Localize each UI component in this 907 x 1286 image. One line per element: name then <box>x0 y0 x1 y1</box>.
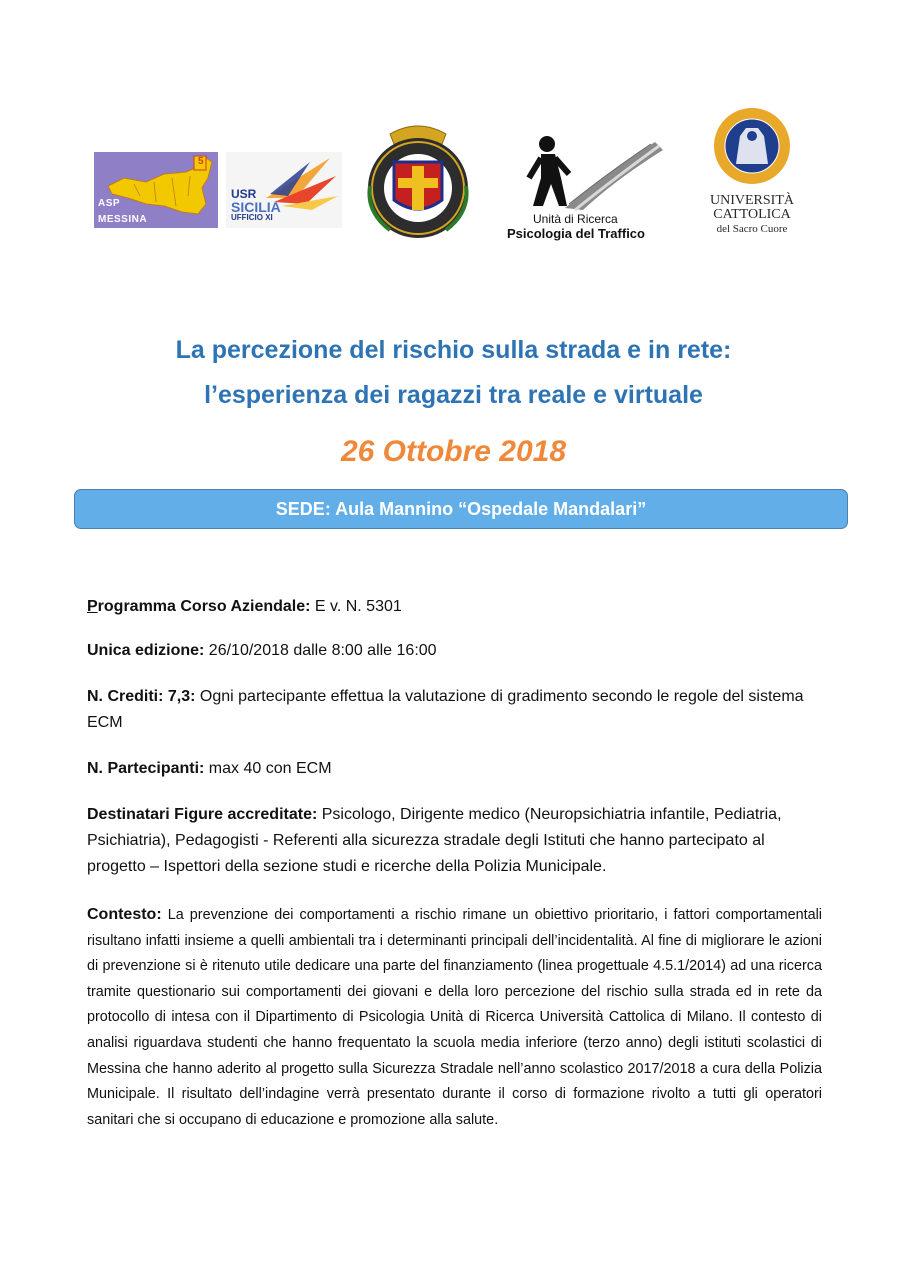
edizione-label: Unica edizione: <box>87 642 205 659</box>
cattolica-label-line3: del Sacro Cuore <box>716 223 788 235</box>
traffic-label-line2: Psicologia del Traffico <box>507 226 645 241</box>
crediti-row <box>87 684 827 736</box>
event-date: 26 Ottobre 2018 <box>340 435 567 468</box>
cattolica-logo <box>702 106 802 236</box>
usr-sicilia-logo <box>226 152 342 228</box>
programma-label-initial: P <box>87 598 98 615</box>
cattolica-label-line2: CATTOLICA <box>713 207 791 222</box>
destinatari-row <box>87 802 827 880</box>
partecipanti-label: N. Partecipanti: <box>87 760 205 777</box>
crediti-label: N. Crediti: 7,3: <box>87 688 196 705</box>
destinatari-value: Psicologo, Dirigente medico (Neuropsichiatria infantile, Pediatria, Psichiatria), Pedagogisti - Referenti alla sicurezza stradale degli Istituti che hanno partecipato al progetto – Ispettori della sezione studi e ricerche della Polizia Municipale. <box>87 806 782 875</box>
crediti-value: Ogni partecipante effettua la valutazione di gradimento secondo le regole del sistema ECM <box>87 688 804 731</box>
sede-banner: SEDE: Aula Mannino “Ospedale Mandalari” <box>74 489 848 529</box>
partecipanti-row <box>87 756 827 782</box>
contesto-label: Contesto: <box>87 906 162 923</box>
usr-label-line2: SICILIA <box>231 199 281 215</box>
edizione-value: 26/10/2018 dalle 8:00 alle 16:00 <box>204 642 437 659</box>
title-line1: La percezione del rischio sulla strada e in rete: <box>175 336 732 364</box>
partecipanti-value: max 40 con ECM <box>204 760 332 777</box>
pedestrian-road-icon <box>505 134 665 212</box>
asp-messina-logo <box>94 152 218 228</box>
usr-label-line1: USR <box>231 187 257 201</box>
traffic-label-line1: Unità di Ricerca <box>533 212 618 226</box>
programma-row <box>87 594 827 620</box>
contesto-paragraph <box>87 902 822 1133</box>
programma-value: E v. N. 5301 <box>310 598 402 615</box>
asp-label-line1: ASP <box>98 198 121 209</box>
cattolica-seal-icon <box>702 106 802 186</box>
usr-label-line3: UFFICIO XI <box>231 213 273 222</box>
contesto-value: La prevenzione dei comportamenti a rischio rimane un obiettivo prioritario, i fattori comportamentali risultano infatti insieme a quelli ambientali tra i determinanti principali dell’incidentalità. Al fine di migliorare le azioni di prevenzione si è ritenuto utile dedicare una parte del finanziamento (linea progettuale 4.5.1/2014) ad una ricerca tramite questionario sui comportamenti dei giovani e della loro percezione del rischio sulla strada ed in rete da protocollo di intesa con il Dipartimento di Psicologia Unità di Ricerca Università Cattolica di Milano. Il contesto di analisi riguardava studenti che hanno frequentato la scuola media inferiore (terzo anno) degli istituti scolastici di Messina che hanno aderito al progetto sulla Sicurezza Stradale nell’anno scolastico 2017/2018 a cura della Polizia Municipale. Il risultato dell’indagine verrà presentato durante il corso di formazione rivolto a tutti gli operatori sanitari che si occupano di educazione e promozione alla salute. <box>87 907 822 1128</box>
polizia-municipale-badge <box>360 122 476 240</box>
cattolica-label-line1: UNIVERSITÀ <box>710 193 794 208</box>
asp-label-line2: MESSINA <box>98 214 148 225</box>
programma-label: rogramma Corso Aziendale: <box>97 598 311 615</box>
asp-badge-number: 5 <box>198 156 204 167</box>
title-line2: l’esperienza dei ragazzi tra reale e virtuale <box>204 381 703 409</box>
psicologia-traffico-logo <box>505 134 665 242</box>
police-badge-icon <box>360 122 476 240</box>
logo-row <box>0 100 907 250</box>
edizione-row <box>87 638 827 664</box>
destinatari-label: Destinatari Figure accreditate: <box>87 806 318 823</box>
